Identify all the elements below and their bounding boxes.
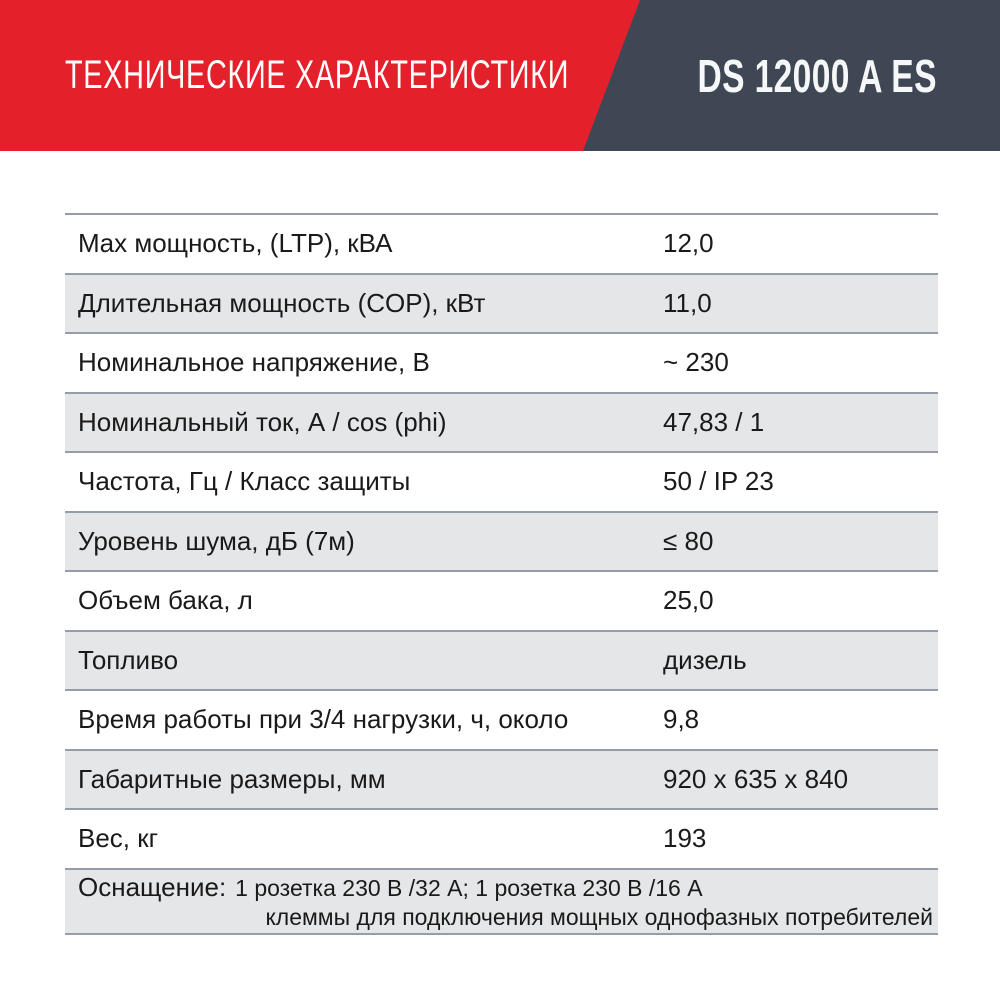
row-value: ≤ 80	[663, 525, 714, 556]
header-banner	[0, 0, 1000, 151]
table-row	[65, 810, 938, 870]
row-label: Топливо	[78, 644, 179, 675]
row-value: дизель	[663, 644, 747, 675]
row-value: 193	[663, 823, 707, 854]
row-value: 25,0	[663, 585, 714, 616]
row-label: Время работы при 3/4 нагрузки, ч, около	[78, 704, 569, 735]
row-label: Вес, кг	[78, 823, 159, 854]
row-value: 50 / IP 23	[663, 466, 774, 497]
spec-table	[65, 213, 938, 935]
row-value: 9,8	[663, 704, 700, 735]
row-label: Частота, Гц / Класс защиты	[78, 466, 411, 497]
row-value: 12,0	[663, 228, 714, 259]
row-label: Max мощность, (LTP), кВА	[78, 228, 393, 259]
row-value: 920 х 635 х 840	[663, 763, 849, 794]
page-title: ТЕХНИЧЕСКИЕ ХАРАКТЕРИСТИКИ	[65, 53, 570, 97]
table-row	[65, 751, 938, 811]
table-row	[65, 691, 938, 751]
table-row	[65, 513, 938, 573]
equipment-terminals-text: клеммы для подключения мощных однофазных потребителей	[265, 903, 933, 930]
table-row	[65, 275, 938, 335]
model-name: DS 12000 A ES	[697, 49, 937, 102]
table-row	[65, 572, 938, 632]
row-label: Уровень шума, дБ (7м)	[78, 525, 355, 556]
table-row	[65, 394, 938, 454]
table-row	[65, 453, 938, 513]
table-row	[65, 215, 938, 275]
row-label: Номинальное напряжение, В	[78, 347, 430, 378]
row-label: Габаритные размеры, мм	[78, 763, 386, 794]
row-label: Объем бака, л	[78, 585, 253, 616]
equipment-row	[65, 870, 938, 935]
equipment-line1	[78, 872, 933, 903]
row-value: ~ 230	[663, 347, 729, 378]
table-row	[65, 632, 938, 692]
row-value: 47,83 / 1	[663, 406, 765, 437]
table-row	[65, 334, 938, 394]
equipment-label: Оснащение:	[78, 871, 227, 902]
header-model-wrap	[609, 0, 937, 151]
row-label: Номинальный ток, А / cos (phi)	[78, 406, 447, 437]
equipment-sockets-text: 1 розетка 230 В /32 А; 1 розетка 230 В /16 А	[235, 874, 703, 901]
row-value: 11,0	[663, 287, 712, 318]
row-label: Длительная мощность (COP), кВт	[78, 287, 486, 318]
